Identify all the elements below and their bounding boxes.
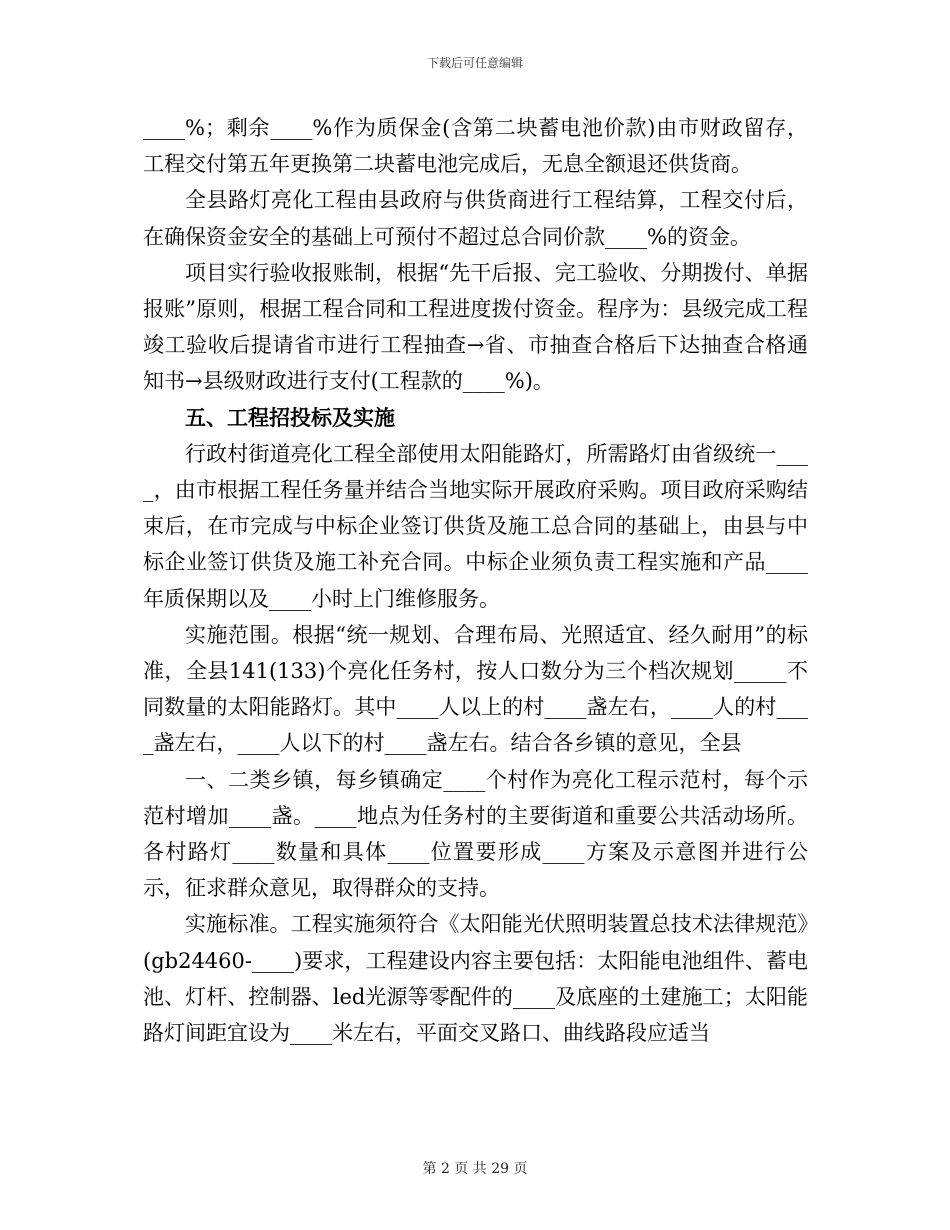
paragraph-demo-villages: 一、二类乡镇，每乡镇确定____个村作为亮化工程示范村，每个示范村增加____盏。____地点为任务村的主要街道和重要公共活动场所。各村路灯____数量和具体____位置要形成____方案及示意图并进行公示，征求群众意见，取得群众的支持。 (143, 767, 808, 901)
document-body (143, 110, 808, 1051)
paragraph-scope: 实施范围。根据“统一规划、合理布局、光照适宜、经久耐用”的标准，全县141(133)个亮化任务村，按人口数分为三个档次规划_____不同数量的太阳能路灯。其中____人以上的村____盏左右，____人的村____盏左右，____人以下的村____盏左右。结合各乡镇的意见，全县 (143, 622, 808, 756)
paragraph-reimbursement: 项目实行验收报账制，根据“先干后报、完工验收、分期拨付、单据报账”原则，根据工程合同和工程进度拨付资金。程序为：县级完成工程竣工验收后提请省市进行工程抽查→省、市抽查合格后下达抽查合格通知书→县级财政进行支付(工程款的____%)。 (143, 260, 808, 394)
section-heading-bidding: 五、工程招投标及实施 (185, 404, 395, 430)
paragraph-settlement: 全县路灯亮化工程由县政府与供货商进行工程结算，工程交付后，在确保资金安全的基础上可预付不超过总合同价款____%的资金。 (143, 188, 808, 249)
page-footer: 第 2 页 共 29 页 (422, 1161, 528, 1177)
paragraph-standards: 实施标准。工程实施须符合《太阳能光伏照明装置总技术法律规范》(gb24460-____)要求，工程建设内容主要包括：太阳能电池组件、蓄电池、灯杆、控制器、led光源等零配件的____及底座的土建施工；太阳能路灯间距宜设为____米左右，平面交叉路口、曲线路段应适当 (143, 912, 808, 1046)
page-header: 下载后可任意编辑 (426, 56, 523, 70)
paragraph-deposit: ____%；剩余____%作为质保金(含第二块蓄电池价款)由市财政留存，工程交付第五年更换第二块蓄电池完成后，无息全额退还供货商。 (143, 116, 808, 177)
paragraph-procurement: 行政村街道亮化工程全部使用太阳能路灯，所需路灯由省级统一____，由市根据工程任务量并结合当地实际开展政府采购。项目政府采购结束后，在市完成与中标企业签订供货及施工总合同的基础上，由县与中标企业签订供货及施工补充合同。中标企业须负责工程实施和产品____年质保期以及____小时上门维修服务。 (143, 441, 808, 611)
